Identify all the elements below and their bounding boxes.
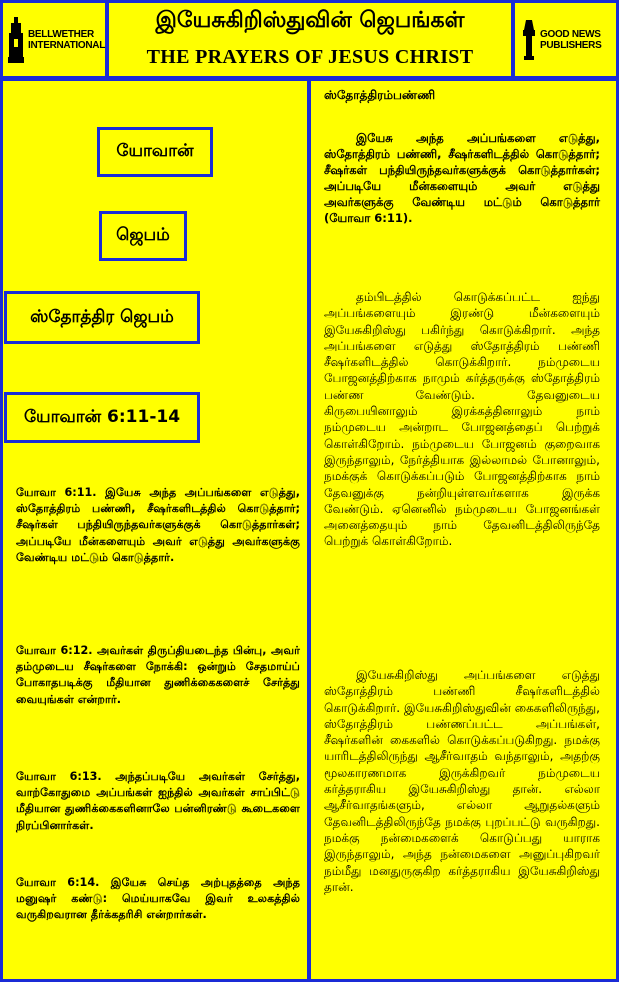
page-title-tamil: இயேசுகிறிஸ்துவின் ஜெபங்கள் bbox=[155, 8, 465, 33]
column-divider bbox=[307, 78, 311, 982]
header-left-divider bbox=[105, 0, 109, 78]
page-title-english: THE PRAYERS OF JESUS CHRIST bbox=[146, 46, 474, 68]
bellwether-logo bbox=[8, 4, 106, 76]
reference-box: யோவான் 6:11-14 bbox=[4, 392, 200, 443]
bell-tower-icon bbox=[8, 17, 24, 63]
torch-icon bbox=[522, 20, 536, 60]
commentary-paragraph-2: இயேசுகிறிஸ்து அப்பங்களை எடுத்து ஸ்தோத்திரம் பண்ணி சீஷர்களிடத்தில் கொடுக்கிறார். இயேசுகிறிஸ்துவின் கைகளிலிருந்து, ஸ்தோத்திரம் பண்ணப்பட்ட அப்பங்கள், சீஷர்களின் கைகளில் கொடுக்கப்படுகிறது. நமக்கு யாரிடத்திலிருந்து ஆசீர்வாதம் வந்தாலும், அதற்கு மூலகாரணமாக இருக்கிறவர் நம்முடைய கர்த்தராகிய இயேசுகிறிஸ்து தான். எல்லா ஆசீர்வாதங்களும், எல்லா ஆறுதல்களும் தேவனிடத்திலிருந்தே நமக்கு புறப்பட்டு வருகிறது. நமக்கு நன்மைகளைக் கொடுப்பது யாராக இருந்தாலும், அந்த நன்மைகளை அனுப்புகிறவர் நம்மீது மனதுருகுகிற கர்த்தராகிய இயேசுகிறிஸ்து தான். bbox=[324, 668, 600, 894]
verse-6-12: யோவா 6:12. அவர்கள் திருப்தியடைந்த பின்பு, அவர் தம்முடைய சீஷர்களை நோக்கி: ஒன்றும் சேதமாய்ப் போகாதபடிக்கு மீதியான துணிக்கைகளைச் சேர்த்து வையுங்கள் என்றார். bbox=[16, 644, 300, 706]
good-news-logo bbox=[522, 4, 604, 76]
section-heading: ஸ்தோத்திரம்பண்ணி bbox=[324, 88, 436, 102]
book-box: யோவான் bbox=[97, 127, 213, 177]
header-right-divider bbox=[511, 0, 515, 78]
verse-6-14: யோவா 6:14. இயேசு செய்த அற்புதத்தை அந்த மனுஷர் கண்டு: மெய்யாகவே இவர் உலகத்தில் வருகிறவரான தீர்க்கதரிசி என்றார்கள். bbox=[16, 876, 300, 922]
prayer-type-box: ஸ்தோத்திர ஜெபம் bbox=[4, 291, 200, 344]
prayer-box: ஜெபம் bbox=[99, 211, 187, 261]
commentary-paragraph-1: தம்பிடத்தில் கொடுக்கப்பட்ட ஐந்து அப்பங்களையும் இரண்டு மீன்களையும் இயேசுகிறிஸ்து பகிர்ந்து கொடுக்கிறார். அந்த அப்பங்களை எடுத்து ஸ்தோத்திரம் பண்ணி சீஷர்களிடத்தில் கொடுக்கிறார். நம்முடைய போஜனத்திற்காக நாமும் கர்த்தருக்கு ஸ்தோத்திரம் பண்ண வேண்டும். தேவனுடைய கிருபையினாலும் இரக்கத்தினாலும் நாம் நம்முடைய அன்றாட போஜனத்தைப் பெற்றுக் கொள்கிறோம். நம்முடைய போஜனம் குறைவாக இருந்தாலும், நேர்த்தியாக இல்லாமல் போனாலும், நமக்குக் கொடுக்கப்படும் போஜனத்திற்காக நாம் தேவனுக்கு நன்றியுள்ளவர்களாக இருக்க வேண்டும். ஏனெனில் நம்முடைய போஜனங்கள் அனைத்தையும் நாம் தேவனிடத்திலிருந்தே பெற்றுக் கொள்கிறோம். bbox=[324, 290, 600, 549]
verse-6-11: யோவா 6:11. இயேசு அந்த அப்பங்களை எடுத்து, ஸ்தோத்திரம் பண்ணி, சீஷர்களிடத்தில் கொடுத்தார்; சீஷர்கள் பந்தியிருந்தவர்களுக்குக் கொடுத்தார்கள்; அப்படியே மீன்களையும் அவர் எடுத்து அவர்களுக்கு வேண்டிய மட்டும் கொடுத்தார். bbox=[16, 486, 300, 564]
good-news-logo-text: GOOD NEWS PUBLISHERS bbox=[540, 29, 602, 51]
verse-6-13: யோவா 6:13. அந்தப்படியே அவர்கள் சேர்த்து, வாற்கோதுமை அப்பங்கள் ஐந்தில் அவர்கள் சாப்பிட்டு மீதியான துணிக்கைகளினாலே பன்னிரண்டு கூடைகளை நிரப்பினார்கள். bbox=[16, 770, 300, 832]
bellwether-logo-text: BELLWETHER INTERNATIONAL bbox=[28, 29, 106, 51]
key-verse: இயேசு அந்த அப்பங்களை எடுத்து, ஸ்தோத்திரம் பண்ணி, சீஷர்களிடத்தில் கொடுத்தார்; சீஷர்கள் பந்தியிருந்தவர்களுக்குக் கொடுத்தார்கள்; அப்படியே மீன்களையும் அவர் எடுத்து அவர்களுக்கு வேண்டிய மட்டும் கொடுத்தார் (யோவா 6:11). bbox=[324, 131, 600, 225]
